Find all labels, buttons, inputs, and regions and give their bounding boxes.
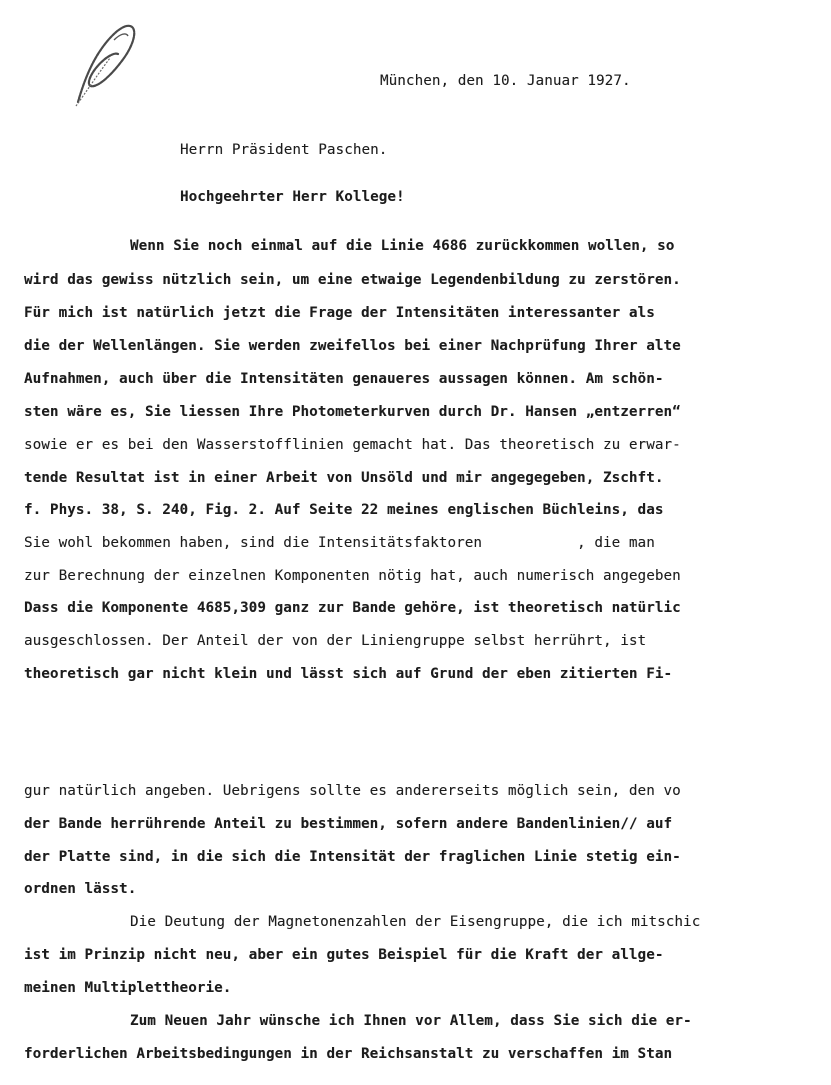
body-line: ist im Prinzip nicht neu, aber ein gutes Beispiel für die Kraft der allge- bbox=[24, 947, 664, 963]
body-line: der Platte sind, in die sich die Intensität der fraglichen Linie stetig ein- bbox=[24, 849, 681, 865]
body-line: Aufnahmen, auch über die Intensitäten genaueres aussagen können. Am schön- bbox=[24, 371, 664, 387]
body-line: ausgeschlossen. Der Anteil der von der Liniengruppe selbst herrührt, ist bbox=[24, 633, 647, 649]
body-line: zur Berechnung der einzelnen Komponenten nötig hat, auch numerisch angegeben bbox=[24, 568, 681, 584]
body-line: Sie wohl bekommen haben, sind die Intensitätsfaktoren , die man bbox=[24, 535, 655, 551]
body-line: wird das gewiss nützlich sein, um eine etwaige Legendenbildung zu zerstören. bbox=[24, 272, 681, 288]
body-line: Dass die Komponente 4685,309 ganz zur Bande gehöre, ist theoretisch natürlic bbox=[24, 600, 681, 616]
body-line: sten wäre es, Sie liessen Ihre Photometerkurven durch Dr. Hansen „entzerren“ bbox=[24, 404, 681, 420]
body-line: tende Resultat ist in einer Arbeit von Unsöld und mir angegegeben, Zschft. bbox=[24, 470, 664, 486]
body-line: die der Wellenlängen. Sie werden zweifellos bei einer Nachprüfung Ihrer alte bbox=[24, 338, 681, 354]
place-date-line: München, den 10. Januar 1927. bbox=[380, 73, 631, 89]
body-line: gur natürlich angeben. Uebrigens sollte es andererseits möglich sein, den vo bbox=[24, 783, 681, 799]
salutation-line: Hochgeehrter Herr Kollege! bbox=[180, 189, 405, 205]
body-line: sowie er es bei den Wasserstofflinien gemacht hat. Das theoretisch zu erwar- bbox=[24, 437, 681, 453]
body-line: Für mich ist natürlich jetzt die Frage der Intensitäten interessanter als bbox=[24, 305, 655, 321]
body-line: Zum Neuen Jahr wünsche ich Ihnen vor Allem, dass Sie sich die er- bbox=[130, 1013, 692, 1029]
handwritten-signature bbox=[68, 18, 142, 108]
body-line: meinen Multiplettheorie. bbox=[24, 980, 232, 996]
recipient-line: Herrn Präsident Paschen. bbox=[180, 142, 388, 158]
body-line: ordnen lässt. bbox=[24, 881, 137, 897]
body-line: Die Deutung der Magnetonenzahlen der Eisengruppe, die ich mitschic bbox=[130, 914, 701, 930]
body-line: f. Phys. 38, S. 240, Fig. 2. Auf Seite 22 meines englischen Büchleins, das bbox=[24, 502, 664, 518]
body-line: der Bande herrührende Anteil zu bestimmen, sofern andere Bandenlinien// auf bbox=[24, 816, 673, 832]
body-line: theoretisch gar nicht klein und lässt sich auf Grund der eben zitierten Fi- bbox=[24, 666, 673, 682]
body-line: forderlichen Arbeitsbedingungen in der Reichsanstalt zu verschaffen im Stan bbox=[24, 1046, 673, 1062]
body-line: Wenn Sie noch einmal auf die Linie 4686 zurückkommen wollen, so bbox=[130, 238, 675, 254]
